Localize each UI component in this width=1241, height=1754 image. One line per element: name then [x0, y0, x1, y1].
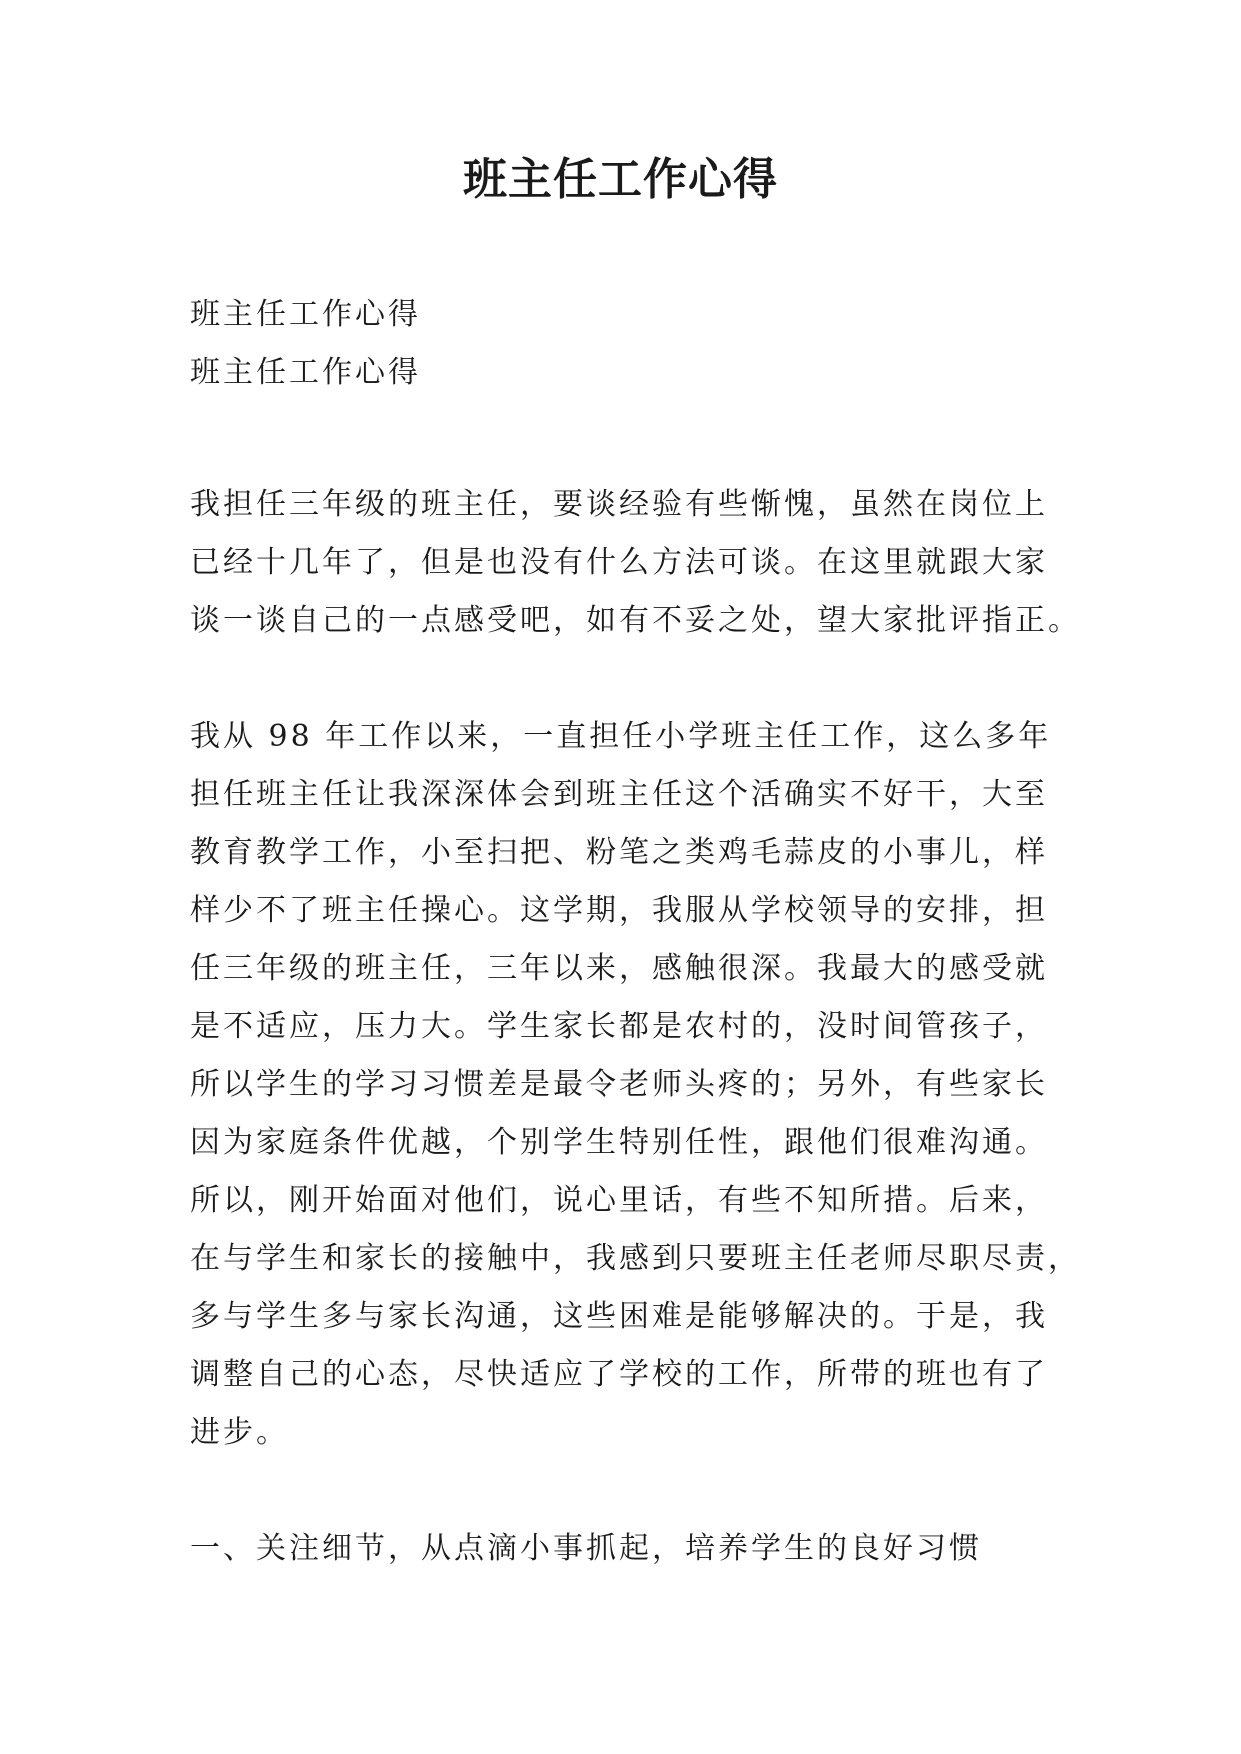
text-line: 一、关注细节，从点滴小事抓起，培养学生的良好习惯	[190, 1531, 982, 1566]
text-line: 样少不了班主任操心。这学期，我服从学校领导的安排，担	[190, 893, 1048, 928]
text-line: 教育教学工作，小至扫把、粉笔之类鸡毛蒜皮的小事儿，样	[190, 835, 1048, 870]
spacer	[190, 650, 1070, 708]
spacer	[190, 1462, 1070, 1520]
text-line: 是不适应，压力大。学生家长都是农村的，没时间管孩子，	[190, 1009, 1048, 1044]
text-line: 因为家庭条件优越，个别学生特别任性，跟他们很难沟通。	[190, 1125, 1048, 1160]
text-line: 我从 98 年工作以来，一直担任小学班主任工作，这么多年	[190, 719, 1052, 754]
text-line: 所以，刚开始面对他们，说心里话，有些不知所措。后来，	[190, 1183, 1048, 1218]
text-line: 已经十几年了，但是也没有什么方法可谈。在这里就跟大家	[190, 545, 1048, 580]
paragraph-2	[190, 708, 1081, 1462]
subtitle-line: 班主任工作心得	[190, 297, 421, 332]
document-body	[190, 286, 1081, 1578]
paragraph-1	[190, 476, 1081, 650]
document-title: 班主任工作心得	[463, 154, 778, 205]
text-line: 任三年级的班主任，三年以来，感触很深。我最大的感受就	[190, 951, 1048, 986]
section-heading-1	[190, 1520, 1070, 1578]
text-line: 我担任三年级的班主任，要谈经验有些惭愧，虽然在岗位上	[190, 487, 1048, 522]
text-line: 多与学生多与家长沟通，这些困难是能够解决的。于是，我	[190, 1299, 1048, 1334]
subtitle-line: 班主任工作心得	[190, 355, 421, 390]
text-line: 调整自己的心态，尽快适应了学校的工作，所带的班也有了	[190, 1357, 1048, 1392]
spacer	[190, 402, 1070, 460]
text-line: 进步。	[190, 1415, 289, 1450]
text-line: 谈一谈自己的一点感受吧，如有不妥之处，望大家批评指正。	[190, 603, 1081, 638]
text-line: 在与学生和家长的接触中，我感到只要班主任老师尽职尽责，	[190, 1241, 1081, 1276]
text-line: 所以学生的学习习惯差是最令老师头疼的；另外，有些家长	[190, 1067, 1048, 1102]
text-line: 担任班主任让我深深体会到班主任这个活确实不好干，大至	[190, 777, 1048, 812]
